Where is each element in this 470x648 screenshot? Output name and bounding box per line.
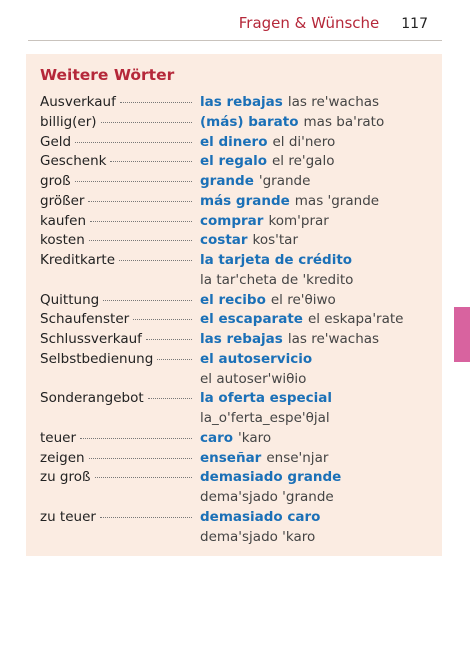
german-term: zu groß [40,469,91,486]
pronunciation: el re'galo [271,153,335,170]
vocab-entry [40,133,436,153]
german-term-column [40,113,192,133]
german-term-column [40,133,192,153]
vocab-entry [40,508,436,528]
dot-leader [100,517,192,518]
spanish-column [200,152,334,172]
spanish-column [200,370,306,390]
spanish-column [200,231,298,251]
dot-leader [90,221,192,222]
chapter-tab [454,307,470,362]
spanish-term: caro [200,429,234,446]
vocab-entry-continuation [40,271,436,291]
spanish-term: demasiado caro [200,508,321,525]
dot-leader [75,181,192,182]
german-term-column [40,508,192,528]
pronunciation: mas ba'rato [303,113,385,130]
pronunciation: las re'wachas [287,331,380,347]
vocab-entry-continuation [40,370,436,390]
german-term: billig(er) [40,113,97,130]
vocabulary-box [26,54,442,556]
german-term: kosten [40,232,85,249]
spanish-term: demasiado grande [200,469,342,486]
spanish-column [200,409,330,429]
dot-leader [120,102,192,103]
spanish-column [200,172,310,192]
spanish-column [200,93,379,113]
pronunciation: el autoser'wiθio [200,370,307,387]
vocab-entry [40,468,436,488]
pronunciation: kos'tar [252,232,299,249]
german-term: Quittung [40,291,100,308]
spanish-column [200,113,384,133]
spanish-term: las rebajas [200,331,283,347]
spanish-column [200,449,328,469]
german-term-column [40,93,192,113]
german-term-column [40,468,192,488]
dot-leader [88,201,192,202]
vocab-entry [40,93,436,113]
dot-leader [119,260,192,261]
chapter-title: Fragen & Wünsche [238,14,380,32]
spanish-column [200,468,341,488]
pronunciation: la tar'cheta de 'kredito [200,271,354,288]
vocab-entry [40,291,436,311]
spanish-column [200,508,320,528]
german-term-column [40,251,192,271]
spanish-column [200,330,379,350]
pronunciation: dema'sjado 'karo [200,528,316,545]
pronunciation: el eskapa'rate [307,311,404,328]
vocab-entry [40,350,436,370]
dot-leader [133,319,192,320]
dot-leader [80,438,192,439]
vocab-entry [40,449,436,469]
spanish-term: la tarjeta de crédito [200,252,353,268]
spanish-column [200,488,334,508]
spanish-column [200,133,335,153]
spanish-column [200,271,353,291]
vocab-entry [40,251,436,271]
dot-leader [101,122,192,123]
vocab-entry [40,310,436,330]
german-term-column [40,449,192,469]
header-divider [28,40,442,41]
vocab-entry [40,389,436,409]
spanish-column [200,528,315,548]
vocab-entry [40,212,436,232]
pronunciation: la_o'ferta_espe'θjal [200,410,330,426]
german-term: Kreditkarte [40,252,116,268]
spanish-term: el autoservicio [200,350,313,367]
vocab-entry-continuation [40,488,436,508]
spanish-term: las rebajas [200,94,283,110]
page-header [239,14,428,32]
spanish-column [200,212,329,232]
pronunciation: ense'njar [266,449,329,466]
spanish-column [200,251,352,271]
box-title: Weitere Wörter [40,66,175,84]
vocab-entry [40,231,436,251]
vocab-entry [40,192,436,212]
spanish-term: grande [200,173,254,189]
spanish-term: enseñar [200,449,262,466]
spanish-term: más grande [200,192,290,209]
german-term: Schlussverkauf [40,331,142,347]
german-term-column [40,212,192,232]
german-term: Selbstbedienung [40,350,154,367]
dot-leader [157,359,192,360]
dot-leader [110,161,192,162]
german-term-column [40,192,192,212]
spanish-term: costar [200,232,248,249]
dot-leader [148,398,192,399]
vocabulary-list [40,93,436,547]
german-term-column [40,310,192,330]
spanish-term: (más) barato [200,113,299,130]
german-term: teuer [40,429,77,446]
spanish-term: comprar [200,212,264,229]
dot-leader [75,142,192,143]
pronunciation: 'grande [258,173,311,189]
page-number: 117 [401,16,428,32]
vocab-entry-continuation [40,409,436,429]
dot-leader [89,458,192,459]
dot-leader [146,339,192,340]
pronunciation: kom'prar [268,212,329,229]
german-term: kaufen [40,212,87,229]
german-term: Schaufenster [40,311,130,328]
pronunciation: 'karo [238,429,272,446]
german-term-column [40,330,192,350]
german-term-column [40,231,192,251]
german-term: Ausverkauf [40,94,116,110]
german-term: zu teuer [40,508,96,525]
pronunciation: mas 'grande [294,192,380,209]
german-term-column [40,389,192,409]
dot-leader [103,300,192,301]
vocab-entry [40,429,436,449]
german-term-column [40,291,192,311]
german-term-column [40,429,192,449]
spanish-term: el escaparate [200,311,303,328]
vocab-entry [40,152,436,172]
pronunciation: las re'wachas [287,94,380,110]
vocab-entry [40,330,436,350]
spanish-column [200,389,332,409]
vocab-entry [40,172,436,192]
spanish-column [200,429,271,449]
spanish-column [200,350,312,370]
german-term: zeigen [40,449,85,466]
vocab-entry-continuation [40,528,436,548]
german-term-column [40,172,192,192]
german-term-column [40,152,192,172]
dot-leader [95,477,192,478]
spanish-term: el recibo [200,291,266,308]
pronunciation: dema'sjado 'grande [200,489,334,505]
german-term: Geschenk [40,153,107,170]
german-term: größer [40,192,85,209]
german-term: Geld [40,133,72,150]
spanish-term: el regalo [200,153,267,170]
spanish-column [200,310,403,330]
spanish-term: el dinero [200,133,268,150]
spanish-column [200,291,336,311]
german-term: Sonderangebot [40,390,144,407]
german-term-column [40,350,192,370]
spanish-column [200,192,379,212]
dot-leader [89,240,192,241]
german-term: groß [40,173,71,189]
pronunciation: el re'θiwo [270,291,336,308]
pronunciation: el di'nero [272,133,336,150]
spanish-term: la oferta especial [200,390,333,407]
vocab-entry [40,113,436,133]
